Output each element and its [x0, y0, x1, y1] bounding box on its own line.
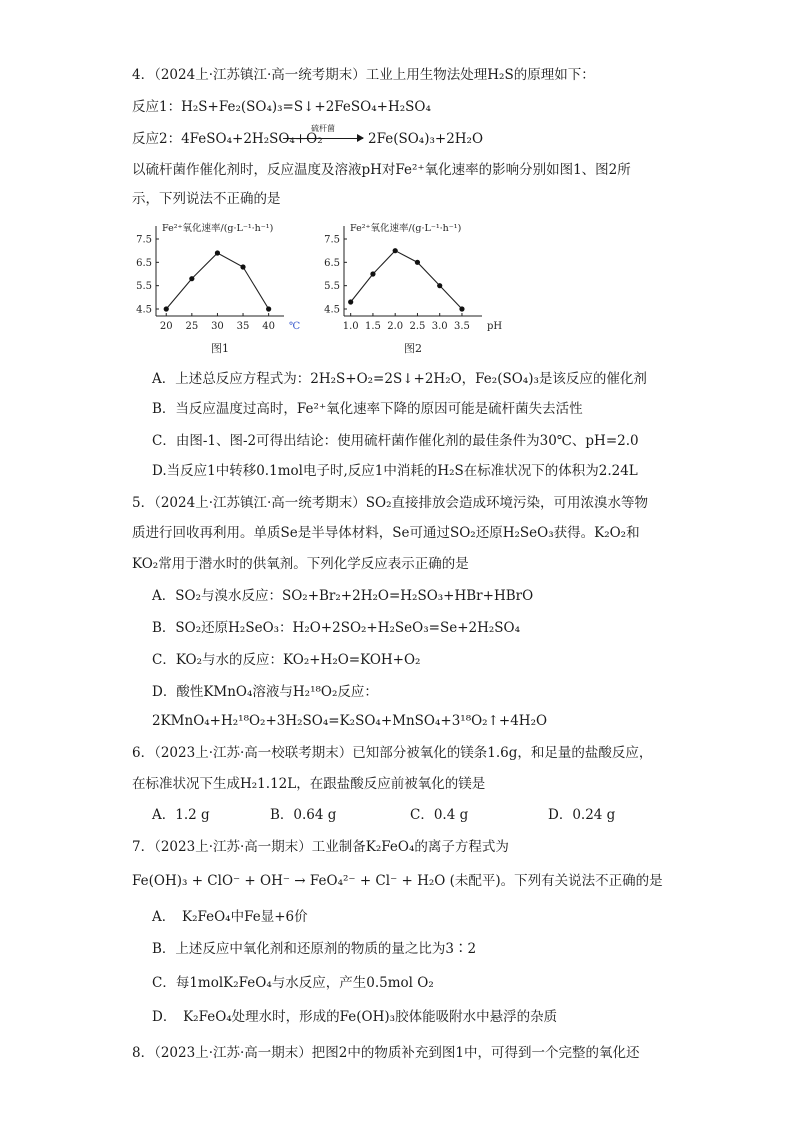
data-point: [164, 306, 169, 311]
y-tick-label: 4.5: [324, 304, 340, 316]
data-point: [215, 250, 220, 255]
data-point: [240, 264, 245, 269]
q6-option-d[interactable]: D．0.24 g: [548, 807, 616, 823]
x-unit-label: pH: [487, 321, 503, 332]
q7-option-a[interactable]: A． K₂FeO₄中Fe显+6价: [152, 909, 308, 925]
data-point: [459, 306, 464, 311]
q7-equation-line: Fe(OH)₃ + ClO⁻ + OH⁻ → FeO₄²⁻ + Cl⁻ + H₂O (未配平)。下列有关说法不正确的是: [132, 873, 663, 889]
y-tick-label: 7.5: [324, 234, 340, 246]
q5-option-c[interactable]: C．KO₂与水的反应：KO₂+H₂O=KOH+O₂: [152, 652, 421, 668]
x-tick-label: 35: [236, 321, 250, 332]
q4-reaction-2-left: 反应2：4FeSO₄+2H₂SO₄+O₂: [132, 131, 323, 147]
q4-figures: [132, 218, 512, 358]
series-line: [166, 253, 268, 309]
q6-stem-line-2: 在标准状况下生成H₂1.12L，在跟盐酸反应前被氧化的镁是: [132, 776, 486, 792]
y-tick-label: 5.5: [136, 281, 152, 293]
q5-stem-line-2: 质进行回收再利用。单质Se是半导体材料，Se可通过SO₂还原H₂SeO₃获得。K₂O₂和: [132, 525, 640, 541]
q4-stem-line-1: 4．（2024上·江苏镇江·高一统考期末）工业上用生物法处理H₂S的原理如下：: [132, 67, 595, 83]
x-tick-label: 25: [185, 321, 199, 332]
q7-option-d[interactable]: D． K₂FeO₄处理水时，形成的Fe(OH)₃胶体能吸附水中悬浮的杂质: [152, 1009, 558, 1025]
data-point: [415, 260, 420, 265]
data-point: [189, 276, 194, 281]
x-tick-label: 2.5: [409, 321, 426, 332]
q7-option-b[interactable]: B．上述反应中氧化剂和还原剂的物质的量之比为3∶2: [152, 941, 477, 957]
x-unit-label: ℃: [289, 321, 301, 332]
q6-option-b[interactable]: B．0.64 g: [270, 807, 337, 823]
q5-stem-line-3: KO₂常用于潜水时的供氧剂。下列化学反应表示正确的是: [132, 556, 469, 572]
q4-option-d[interactable]: D.当反应1中转移0.1mol电子时,反应1中消耗的H₂S在标准状况下的体积为2.24L: [152, 463, 638, 479]
q7-option-c[interactable]: C．每1molK₂FeO₄与水反应，产生0.5mol O₂: [152, 975, 434, 991]
x-tick-label: 1.5: [364, 321, 381, 332]
y-tick-label: 5.5: [324, 281, 340, 293]
data-point: [370, 271, 375, 276]
q5-option-b[interactable]: B．SO₂还原H₂SeO₃：H₂O+2SO₂+H₂SeO₃=Se+2H₂SO₄: [152, 620, 521, 636]
data-point: [348, 299, 353, 304]
chart-title: 图1: [211, 342, 229, 355]
reaction-arrow-icon: [357, 134, 364, 142]
x-tick-label: 1.0: [342, 321, 359, 332]
x-tick-label: 40: [262, 321, 276, 332]
x-tick-label: 3.0: [431, 321, 448, 332]
q5-option-d-equation: 2KMnO₄+H₂¹⁸O₂+3H₂SO₄=K₂SO₄+MnSO₄+3¹⁸O₂↑+4H₂O: [152, 713, 548, 729]
data-point: [393, 248, 398, 253]
q5-stem-line-1: 5．（2024上·江苏镇江·高一统考期末）SO₂直接排放会造成环境污染，可用浓溴水等物: [132, 495, 649, 511]
q4-option-b[interactable]: B．当反应温度过高时，Fe²⁺氧化速率下降的原因可能是硫杆菌失去活性: [152, 401, 583, 417]
reaction-arrow-line: [283, 138, 363, 139]
q6-option-c[interactable]: C．0.4 g: [410, 807, 469, 823]
y-tick-label: 6.5: [324, 257, 340, 269]
x-tick-label: 20: [159, 321, 173, 332]
y-axis-label: Fe²⁺氧化速率/(g·L⁻¹·h⁻¹): [162, 223, 274, 234]
x-tick-label: 30: [211, 321, 224, 332]
q5-option-a[interactable]: A．SO₂与溴水反应：SO₂+Br₂+2H₂O=H₂SO₃+HBr+HBrO: [152, 588, 534, 604]
q7-stem-line-1: 7．（2023上·江苏·高一期末）工业制备K₂FeO₄的离子方程式为: [132, 839, 509, 855]
y-tick-label: 6.5: [136, 257, 152, 269]
chart-1: [136, 222, 300, 355]
y-tick-label: 4.5: [136, 304, 152, 316]
y-axis-label: Fe²⁺氧化速率/(g·L⁻¹·h⁻¹): [350, 223, 462, 234]
series-line: [351, 251, 462, 309]
q6-stem-line-1: 6．（2023上·江苏·高一校联考期末）已知部分被氧化的镁条1.6g，和足量的盐酸反应，: [132, 745, 653, 761]
x-tick-label: 3.5: [454, 321, 470, 332]
chart-title: 图2: [404, 342, 422, 355]
q4-option-c[interactable]: C．由图-1、图-2可得出结论：使用硫杆菌作催化剂的最佳条件为30℃、pH=2.0: [152, 433, 639, 449]
x-tick-label: 2.0: [387, 321, 404, 332]
q5-option-d[interactable]: D．酸性KMnO₄溶液与H₂¹⁸O₂反应：: [152, 684, 378, 700]
q4-reaction-2-right: 2Fe(SO₄)₃+2H₂O: [368, 131, 484, 147]
q4-stem-line-2: 以硫杆菌作催化剂时，反应温度及溶液pH对Fe²⁺氧化速率的影响分别如图1、图2所: [132, 162, 631, 178]
q4-reaction-1: 反应1：H₂S+Fe₂(SO₄)₃=S↓+2FeSO₄+H₂SO₄: [132, 99, 431, 115]
q6-option-a[interactable]: A．1.2 g: [152, 807, 210, 823]
y-tick-label: 7.5: [136, 234, 152, 246]
q4-stem-line-3: 示，下列说法不正确的是: [132, 191, 281, 207]
data-point: [437, 283, 442, 288]
q6-options-row: [152, 806, 672, 824]
q4-catalyst-label: 硫杆菌: [311, 124, 335, 133]
data-point: [266, 306, 271, 311]
q4-charts-svg: [132, 218, 512, 358]
q8-stem-line-1: 8．（2023上·江苏·高一期末）把图2中的物质补充到图1中，可得到一个完整的氧化还: [132, 1045, 640, 1061]
chart-2: [324, 222, 502, 355]
q4-option-a[interactable]: A．上述总反应方程式为：2H₂S+O₂=2S↓+2H₂O，Fe₂(SO₄)₃是该反应的催化剂: [152, 371, 647, 387]
